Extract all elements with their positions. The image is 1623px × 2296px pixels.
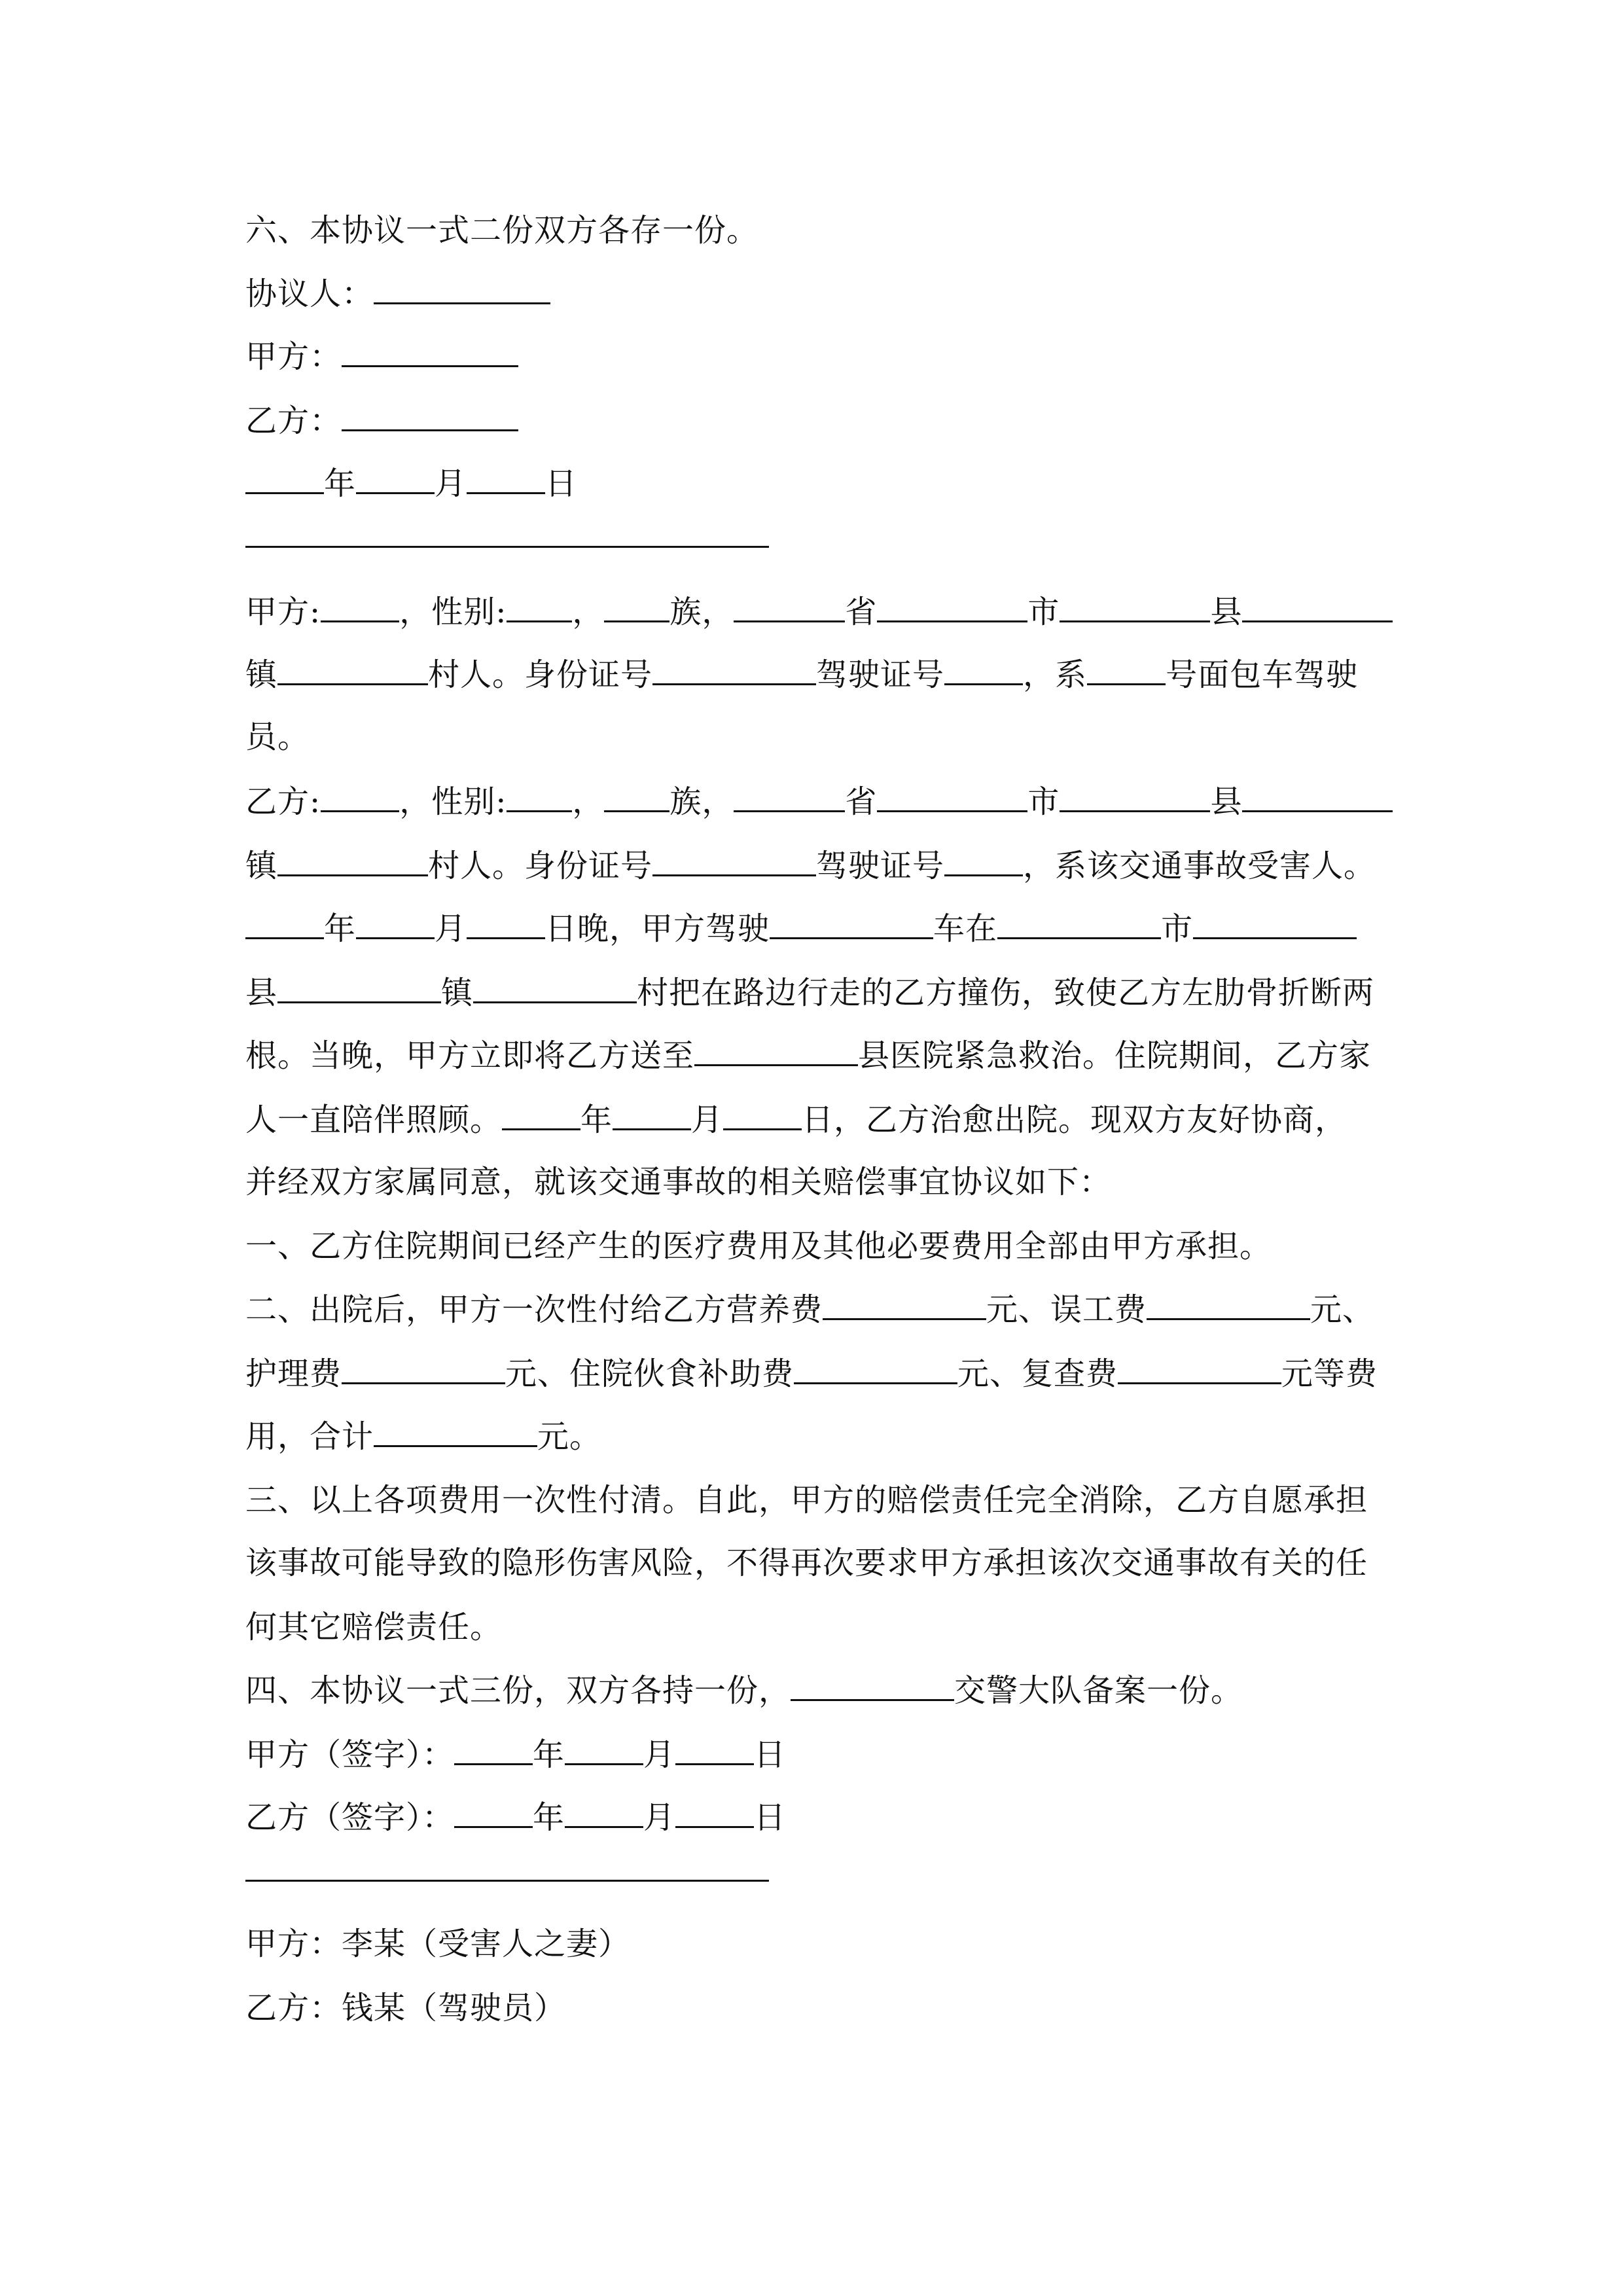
dis-day-blank[interactable]: [723, 1100, 802, 1130]
party-b-label: 乙方：: [245, 403, 342, 439]
acc-county: 县: [245, 975, 278, 1011]
month-label: 月: [435, 465, 467, 502]
a-name-blank[interactable]: [321, 592, 399, 622]
clause-6: 六、本协议一式二份双方各存一份。: [245, 212, 759, 249]
a-tail2: 号面包车驾驶: [1166, 656, 1359, 693]
sign-b-year-blank[interactable]: [454, 1797, 533, 1828]
sign-a-day-blank[interactable]: [675, 1734, 754, 1765]
accident-line-4: [245, 1100, 1347, 1139]
dis-year-blank[interactable]: [502, 1100, 580, 1130]
a-county-blank[interactable]: [1060, 592, 1210, 622]
a-villager-id: 村人。身份证号: [428, 656, 653, 693]
a-license: 驾驶证号: [816, 656, 945, 693]
c2-b: 元、误工费: [986, 1291, 1147, 1328]
a-village-blank[interactable]: [277, 655, 428, 685]
acc-year: 年: [324, 910, 357, 947]
b-comma: ，: [572, 783, 605, 820]
part3-party-b: 乙方：钱某（驾驶员）: [245, 1990, 567, 2026]
a-label: 甲方:: [245, 594, 321, 630]
acc-day-blank[interactable]: [467, 908, 545, 939]
b-ethnic-blank[interactable]: [604, 781, 669, 812]
c2-g: 元等费: [1281, 1355, 1378, 1392]
a-ethnic-blank[interactable]: [604, 592, 669, 622]
acc-month: 月: [435, 910, 467, 947]
party-b-blank[interactable]: [342, 401, 518, 431]
b-county: 县: [1210, 783, 1243, 820]
day-label: 日: [545, 465, 578, 502]
hospital-text: 县医院紧急救治。住院期间，乙方家: [858, 1037, 1372, 1074]
b-gender-blank[interactable]: [507, 781, 572, 812]
a-province-blank[interactable]: [734, 592, 845, 622]
sign-a-day: 日: [754, 1736, 787, 1773]
sign-b-line: [245, 1797, 786, 1837]
party-a-info-line-1: [245, 592, 1393, 632]
party-a-blank[interactable]: [342, 336, 518, 367]
a-license-blank[interactable]: [944, 655, 1023, 685]
b-city-blank[interactable]: [877, 781, 1027, 812]
sign-b-label: 乙方（签字）：: [245, 1799, 455, 1836]
acc-city2-blank[interactable]: [1193, 908, 1357, 939]
agree-line: 并经双方家属同意，就该交通事故的相关赔偿事宜协议如下：: [245, 1164, 1112, 1200]
accident-line-2: [245, 973, 1374, 1013]
party-a-label: 甲方：: [245, 338, 342, 375]
dis-year: 年: [580, 1102, 613, 1138]
c2-i: 元。: [537, 1418, 602, 1455]
c2-h: 用，合计: [245, 1418, 374, 1455]
sign-b-month: 月: [643, 1799, 676, 1836]
lost-work-fee-blank[interactable]: [1147, 1289, 1310, 1320]
a-city: 市: [1027, 594, 1060, 630]
year-label: 年: [324, 465, 357, 502]
year-blank[interactable]: [245, 463, 324, 494]
a-town: 镇: [245, 656, 278, 693]
date-line: [245, 463, 577, 503]
c2-e: 元、住院伙食补助费: [505, 1355, 794, 1392]
c2-c: 元、: [1310, 1291, 1375, 1328]
c2-d: 护理费: [245, 1355, 342, 1392]
sign-b-year: 年: [533, 1799, 565, 1836]
sign-a-month-blank[interactable]: [565, 1734, 643, 1765]
b-villager-id: 村人。身份证号: [428, 848, 653, 884]
sign-b-day: 日: [754, 1799, 787, 1836]
dis-month-blank[interactable]: [613, 1100, 691, 1130]
recheck-fee-blank[interactable]: [1118, 1354, 1281, 1384]
clause-1: 一、乙方住院期间已经产生的医疗费用及其他必要费用全部由甲方承担。: [245, 1228, 1272, 1265]
night-drive: 日晚，甲方驾驶: [545, 910, 770, 947]
a-tail: ，系: [1023, 656, 1088, 693]
a-ethnic: 族，: [669, 594, 734, 630]
clause-4: [245, 1670, 1243, 1710]
clause-2-line-2: [245, 1354, 1378, 1393]
a-gender-blank[interactable]: [507, 592, 572, 622]
accident-line-1: [245, 908, 1357, 948]
acc-year-blank[interactable]: [245, 908, 324, 939]
sign-b-month-blank[interactable]: [565, 1797, 643, 1828]
a-town-blank[interactable]: [1242, 592, 1393, 622]
party-a-info-line-2: [245, 655, 1358, 694]
clause-3-line-2: 该事故可能导致的隐形伤害风险，不得再次要求甲方承担该次交通事故有关的任: [245, 1545, 1368, 1581]
c4-a: 四、本协议一式三份，双方各持一份，: [245, 1672, 791, 1709]
clause-2-line-1: [245, 1289, 1374, 1329]
sign-a-label: 甲方（签字）：: [245, 1736, 455, 1773]
sign-a-month: 月: [643, 1736, 676, 1773]
separator-2: [245, 1880, 769, 1882]
total-blank[interactable]: [374, 1416, 537, 1447]
acc-city: 市: [1161, 910, 1194, 947]
b-province-blank[interactable]: [734, 781, 845, 812]
agreement-party-blank[interactable]: [374, 274, 550, 304]
sign-b-day-blank[interactable]: [675, 1797, 754, 1828]
party-b-line: [245, 401, 518, 440]
clause-3-line-1: 三、以上各项费用一次性付清。自此，甲方的赔偿责任完全消除，乙方自愿承担: [245, 1482, 1368, 1518]
b-license: 驾驶证号: [816, 848, 945, 884]
month-blank[interactable]: [356, 463, 435, 494]
clause-3-line-3: 何其它赔偿责任。: [245, 1609, 503, 1645]
c2-f: 元、复查费: [957, 1355, 1118, 1392]
party-a-line: [245, 336, 518, 376]
family-text: 人一直陪伴照顾。: [245, 1102, 503, 1138]
a-city-blank[interactable]: [877, 592, 1027, 622]
b-county-blank[interactable]: [1060, 781, 1210, 812]
party-a-info-line-3: 员。: [245, 719, 310, 755]
sign-a-year-blank[interactable]: [454, 1734, 533, 1765]
b-id-blank[interactable]: [652, 846, 816, 876]
agreement-party-label: 协议人：: [245, 276, 374, 312]
b-tail: ，系该交通事故受害人。: [1023, 848, 1376, 884]
a-plate-blank[interactable]: [1087, 655, 1166, 685]
acc-month-blank[interactable]: [356, 908, 435, 939]
acc-town: 镇: [441, 975, 474, 1011]
acc-town-blank[interactable]: [473, 973, 637, 1003]
a-id-blank[interactable]: [652, 655, 816, 685]
part3-party-a: 甲方：李某（受害人之妻）: [245, 1926, 631, 1962]
sign-a-year: 年: [533, 1736, 565, 1773]
b-license-blank[interactable]: [944, 846, 1023, 876]
b-ethnic: 族，: [669, 783, 734, 820]
party-b-info-line-2: [245, 846, 1376, 886]
a-county: 县: [1210, 594, 1243, 630]
b-city: 市: [1027, 783, 1060, 820]
dis-month: 月: [691, 1102, 724, 1138]
accident-desc: 村把在路边行走的乙方撞伤，致使乙方左肋骨折断两: [637, 975, 1375, 1011]
nursing-fee-blank[interactable]: [342, 1354, 505, 1384]
police-blank[interactable]: [791, 1670, 954, 1701]
day-blank[interactable]: [467, 463, 545, 494]
c2-a: 二、出院后，甲方一次性付给乙方营养费: [245, 1291, 823, 1328]
nutrition-fee-blank[interactable]: [823, 1289, 986, 1320]
car-at: 车在: [933, 910, 998, 947]
a-gender: ，性别:: [399, 594, 507, 630]
acc-county-blank[interactable]: [277, 973, 441, 1003]
acc-city-blank[interactable]: [997, 908, 1161, 939]
b-province: 省: [845, 783, 878, 820]
hospital-blank[interactable]: [694, 1035, 858, 1066]
c4-b: 交警大队备案一份。: [954, 1672, 1243, 1709]
b-label: 乙方:: [245, 783, 321, 820]
meal-fee-blank[interactable]: [794, 1354, 957, 1384]
b-name-blank[interactable]: [321, 781, 399, 812]
sign-a-line: [245, 1734, 786, 1774]
clause-2-line-3: [245, 1416, 601, 1456]
accident-line-3: [245, 1035, 1371, 1075]
b-gender: ，性别:: [399, 783, 507, 820]
car-blank[interactable]: [770, 908, 933, 939]
b-town-blank[interactable]: [1242, 781, 1393, 812]
discharged-text: 日，乙方治愈出院。现双方友好协商，: [802, 1102, 1347, 1138]
a-province: 省: [845, 594, 878, 630]
a-comma: ，: [572, 594, 605, 630]
root-sentence: 根。当晚，甲方立即将乙方送至: [245, 1037, 695, 1074]
b-village-blank[interactable]: [277, 846, 428, 876]
b-town: 镇: [245, 848, 278, 884]
separator-1: [245, 546, 769, 548]
party-b-info-line-1: [245, 781, 1393, 821]
agreement-party-line: [245, 274, 550, 314]
